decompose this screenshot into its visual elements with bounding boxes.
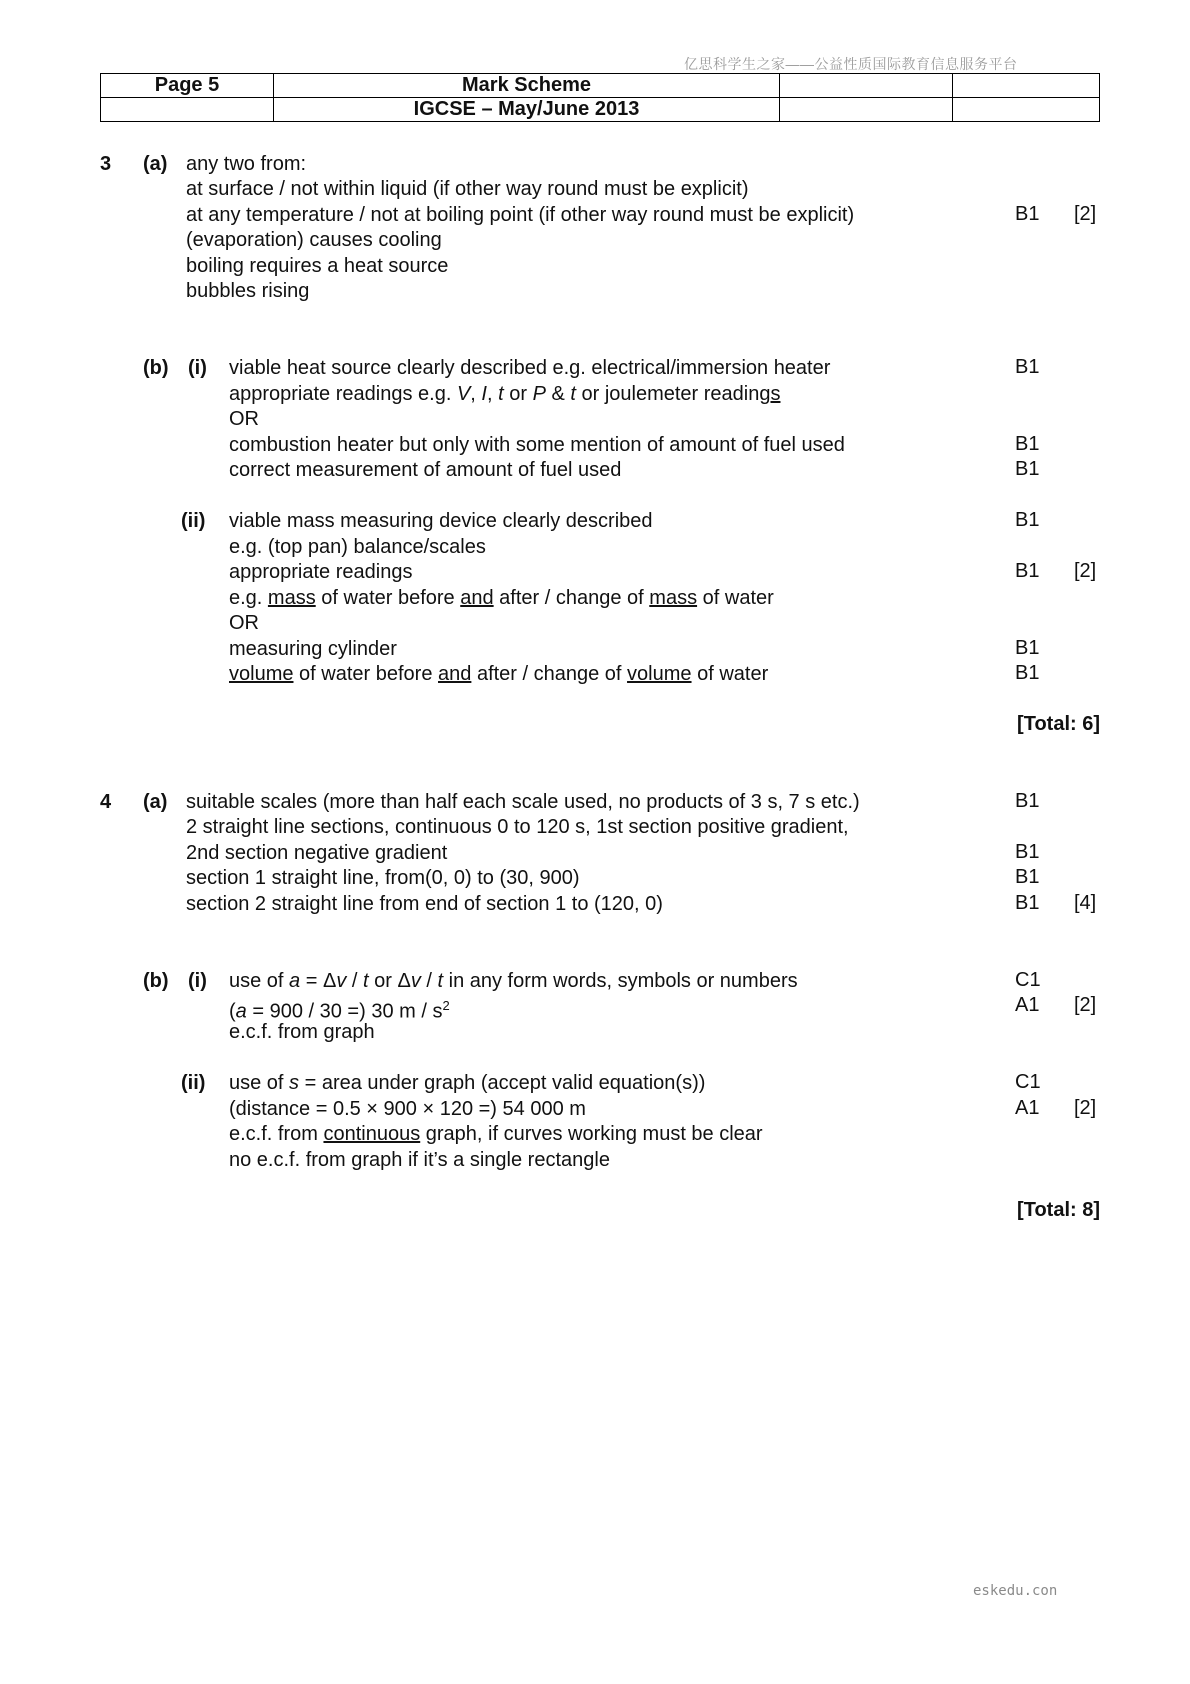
answer-line: use of a = Δv / t or Δv / t in any form words, symbols or numbers xyxy=(229,970,798,992)
mark-code: B1 xyxy=(1015,866,1040,888)
subpart-label: (i) xyxy=(188,970,207,992)
page-number: Page 5 xyxy=(101,74,274,98)
part-label: (b) xyxy=(143,970,169,992)
max-marks: [2] xyxy=(1074,203,1097,225)
header-blank-cell xyxy=(780,98,953,122)
part-label: (a) xyxy=(143,791,168,813)
header-blank-cell xyxy=(953,98,1100,122)
answer-line: section 1 straight line, from(0, 0) to (30, 900) xyxy=(186,867,580,889)
answer-line: appropriate readings e.g. V, I, t or P & t or joulemeter readings xyxy=(229,383,781,405)
answer-line: at any temperature / not at boiling point (if other way round must be explicit) xyxy=(186,204,855,226)
answer-line: e.g. (top pan) balance/scales xyxy=(229,536,486,558)
mark-code: B1 xyxy=(1015,892,1040,914)
answer-line: measuring cylinder xyxy=(229,638,397,660)
answer-line: viable heat source clearly described e.g. electrical/immersion heater xyxy=(229,357,831,379)
mark-code: B1 xyxy=(1015,841,1040,863)
mark-code: B1 xyxy=(1015,509,1040,531)
mark-code: B1 xyxy=(1015,637,1040,659)
answer-line: 2 straight line sections, continuous 0 to 120 s, 1st section positive gradient, xyxy=(186,816,849,838)
mark-code: B1 xyxy=(1015,662,1040,684)
mark-code: B1 xyxy=(1015,433,1040,455)
answer-line: e.c.f. from continuous graph, if curves working must be clear xyxy=(229,1123,763,1145)
answer-line: e.g. mass of water before and after / change of mass of water xyxy=(229,587,774,609)
max-marks: [2] xyxy=(1074,1097,1097,1119)
answer-line: (a = 900 / 30 =) 30 m / $s^2$ xyxy=(229,998,450,1023)
mark-code: C1 xyxy=(1015,1071,1041,1093)
mark-code: B1 xyxy=(1015,458,1040,480)
mark-code: A1 xyxy=(1015,994,1040,1016)
answer-line: at surface / not within liquid (if other way round must be explicit) xyxy=(186,178,749,200)
question-total: [Total: 8] xyxy=(1017,1199,1100,1221)
answer-line: bubbles rising xyxy=(186,280,310,302)
answer-line: correct measurement of amount of fuel used xyxy=(229,459,622,481)
watermark: 亿思科学生之家——公益性质国际教育信息服务平台 xyxy=(684,56,1018,72)
answer-line: OR xyxy=(229,612,259,634)
answer-line: OR xyxy=(229,408,259,430)
header-blank-cell xyxy=(780,74,953,98)
mark-code: B1 xyxy=(1015,203,1040,225)
mark-code: C1 xyxy=(1015,969,1041,991)
document-title: Mark Scheme xyxy=(274,74,780,98)
question-number: 3 xyxy=(100,153,112,175)
answer-line: combustion heater but only with some mention of amount of fuel used xyxy=(229,434,845,456)
question-total: [Total: 6] xyxy=(1017,713,1100,735)
answer-line: volume of water before and after / change of volume of water xyxy=(229,663,769,685)
mark-code: B1 xyxy=(1015,790,1040,812)
mark-code: A1 xyxy=(1015,1097,1040,1119)
part-label: (b) xyxy=(143,357,169,379)
max-marks: [2] xyxy=(1074,560,1097,582)
answer-line: no e.c.f. from graph if it’s a single rectangle xyxy=(229,1149,610,1171)
question-number: 4 xyxy=(100,791,112,813)
answer-line: (evaporation) causes cooling xyxy=(186,229,442,251)
answer-line: 2nd section negative gradient xyxy=(186,842,448,864)
footer-url: eskedu.con xyxy=(973,1583,1058,1599)
subpart-label: (ii) xyxy=(181,510,206,532)
answer-line: use of s = area under graph (accept valid equation(s)) xyxy=(229,1072,706,1094)
max-marks: [4] xyxy=(1074,892,1097,914)
answer-line: any two from: xyxy=(186,153,307,175)
answer-line: e.c.f. from graph xyxy=(229,1021,375,1043)
subpart-label: (ii) xyxy=(181,1072,206,1094)
part-label: (a) xyxy=(143,153,168,175)
answer-line: viable mass measuring device clearly described xyxy=(229,510,653,532)
answer-line: boiling requires a heat source xyxy=(186,255,449,277)
max-marks: [2] xyxy=(1074,994,1097,1016)
mark-code: B1 xyxy=(1015,560,1040,582)
answer-line: (distance = 0.5 × 900 × 120 =) 54 000 m xyxy=(229,1098,586,1120)
header-blank-cell xyxy=(953,74,1100,98)
answer-line: appropriate readings xyxy=(229,561,413,583)
header-blank-cell xyxy=(101,98,274,122)
header-table xyxy=(100,73,1100,122)
answer-line: suitable scales (more than half each scale used, no products of 3 s, 7 s etc.) xyxy=(186,791,860,813)
mark-code: B1 xyxy=(1015,356,1040,378)
answer-line: section 2 straight line from end of section 1 to (120, 0) xyxy=(186,893,663,915)
document-subtitle: IGCSE – May/June 2013 xyxy=(274,98,780,122)
subpart-label: (i) xyxy=(188,357,207,379)
